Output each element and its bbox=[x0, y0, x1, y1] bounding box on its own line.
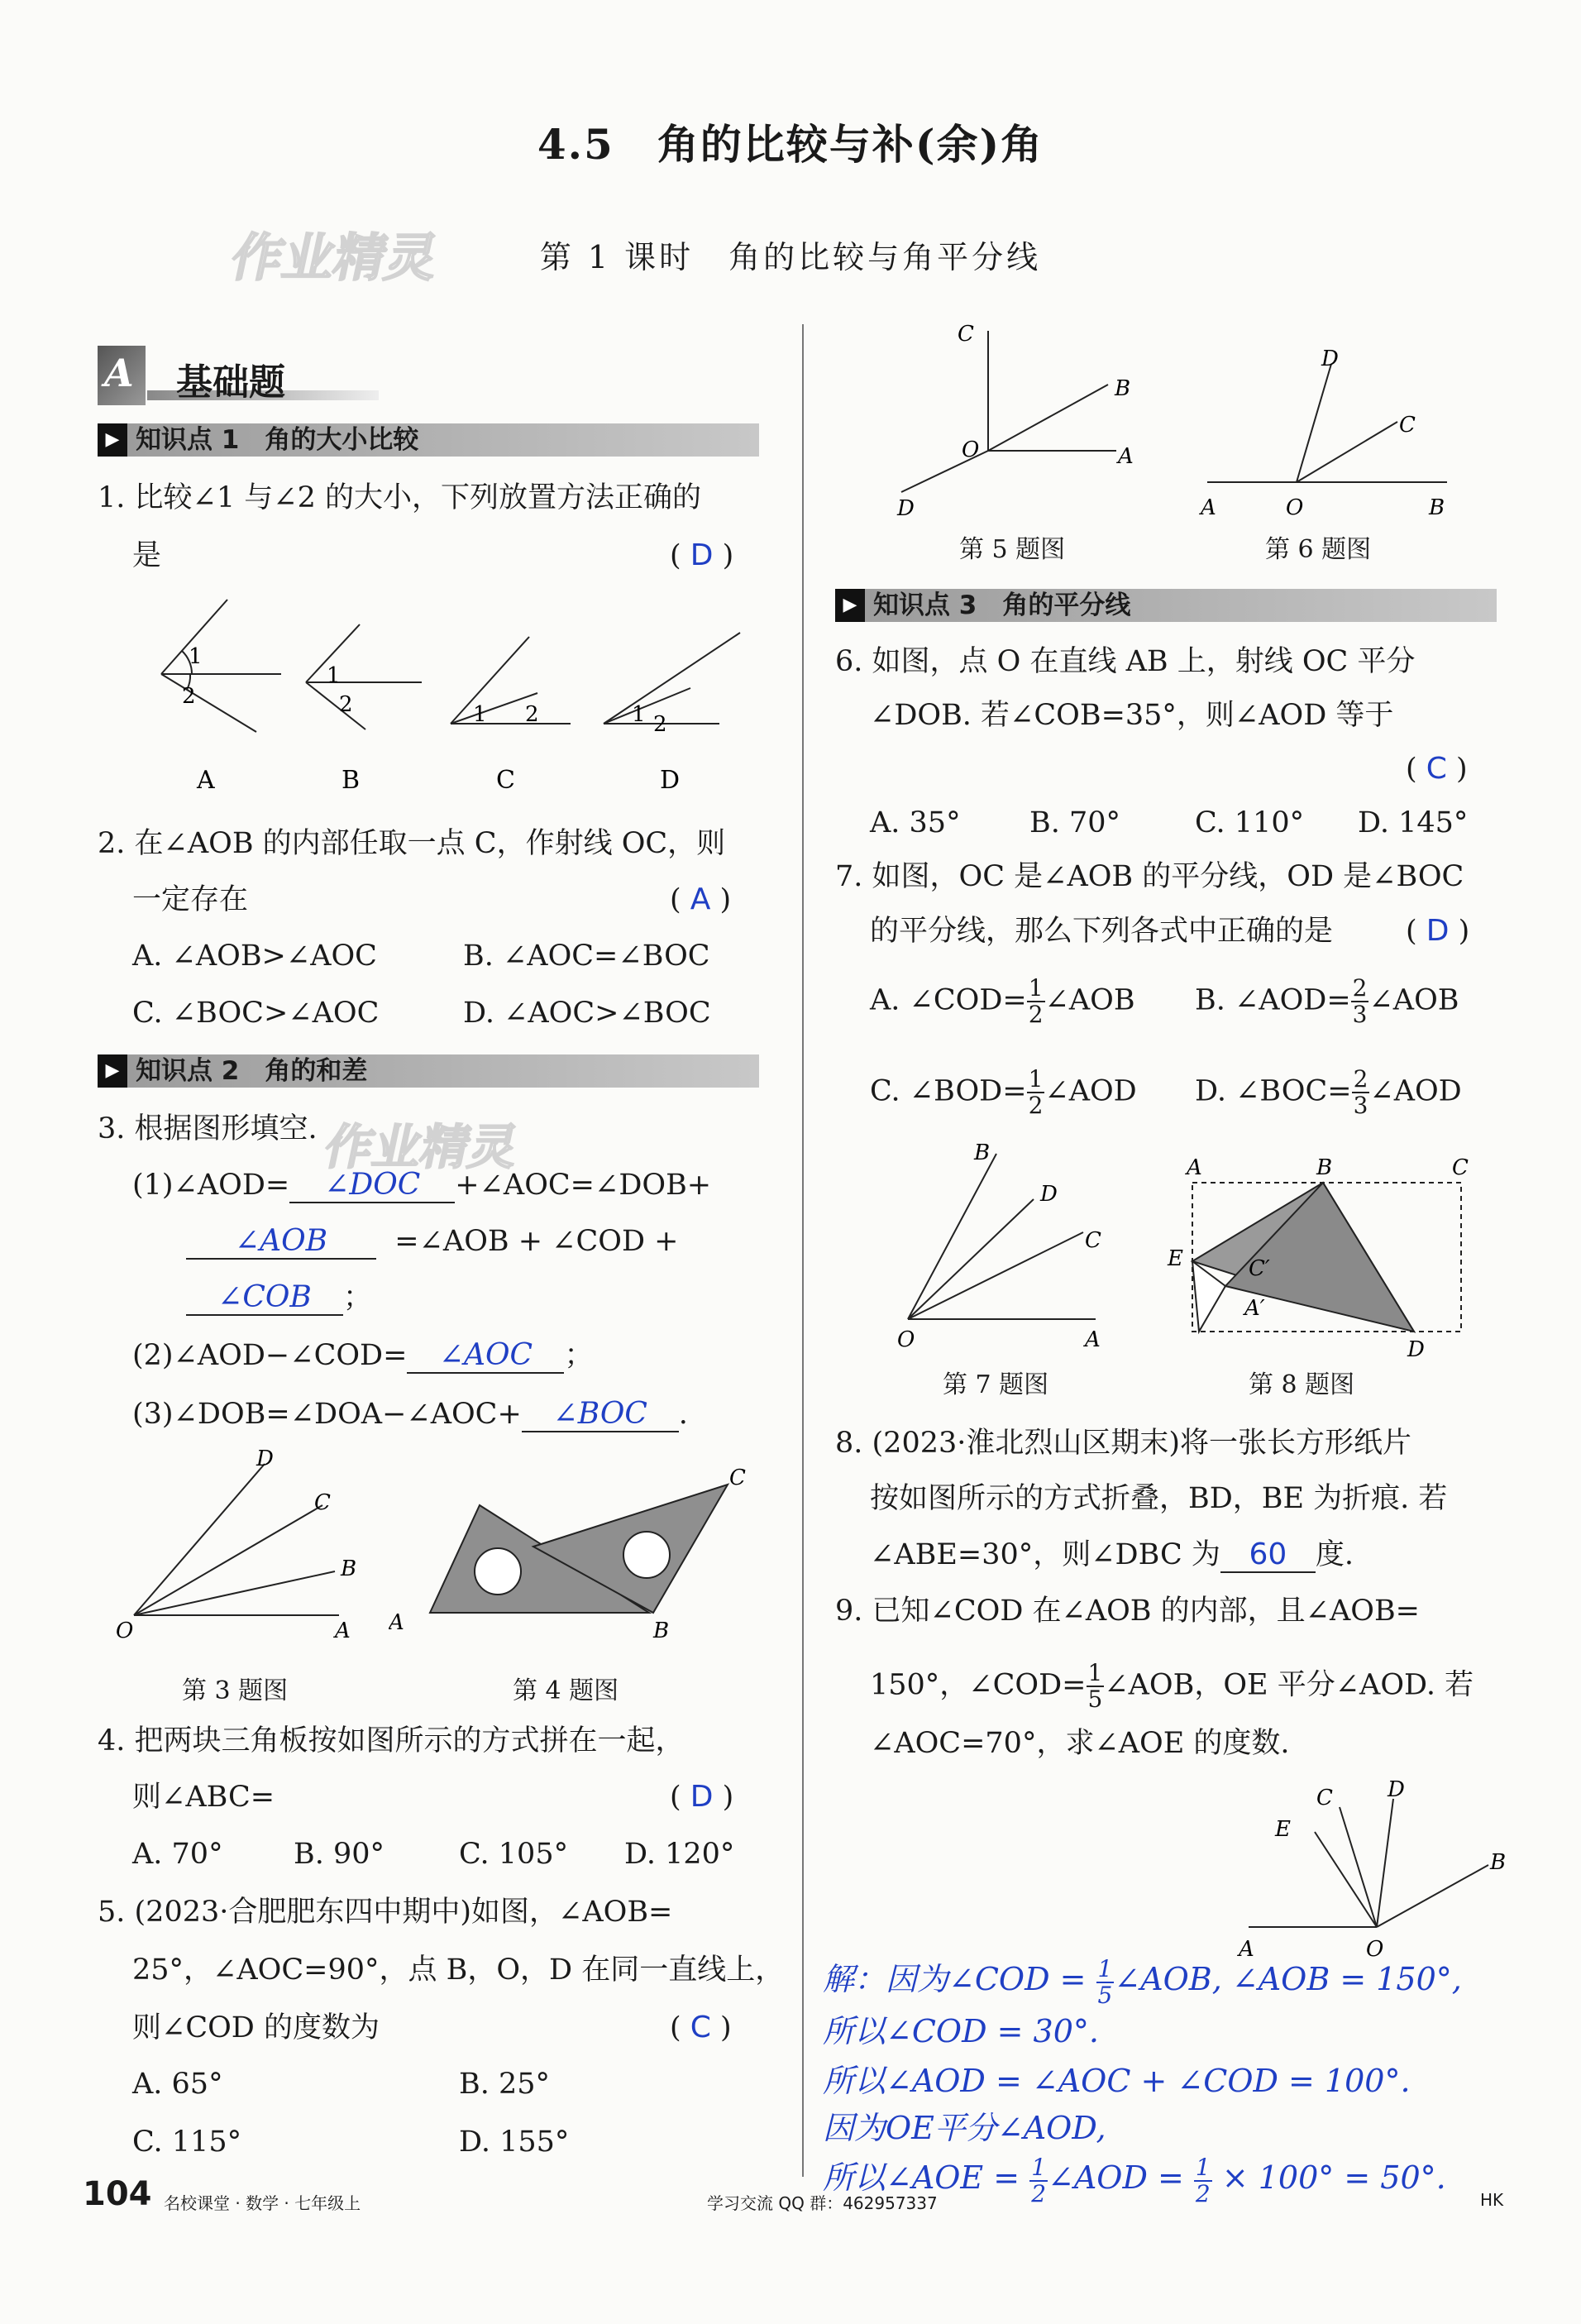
q1-angle2-c: 2 bbox=[525, 702, 539, 727]
q1-angle2-d: 2 bbox=[653, 712, 667, 737]
play-icon: ▶ bbox=[98, 1054, 127, 1088]
fig5-caption: 第 5 题图 bbox=[959, 535, 1066, 564]
q5-opt-d: D. 155° bbox=[459, 2126, 570, 2159]
q6-answer: ( C ) bbox=[1406, 752, 1468, 786]
q6-opt-c: C. 110° bbox=[1195, 806, 1305, 839]
q3-answer-2: ∠AOB bbox=[234, 1224, 328, 1258]
svg-text:A: A bbox=[1239, 1937, 1254, 1960]
watermark: 作业精灵 bbox=[226, 227, 444, 288]
svg-text:C: C bbox=[1452, 1155, 1469, 1180]
q2-opt-b: B. ∠AOC=∠BOC bbox=[463, 940, 710, 973]
play-icon: ▶ bbox=[835, 589, 865, 622]
footer-book: 名校课堂 · 数学 · 七年级上 bbox=[164, 2193, 361, 2213]
svg-text:D: D bbox=[256, 1447, 274, 1471]
svg-text:A: A bbox=[389, 1610, 404, 1635]
fig8-caption: 第 8 题图 bbox=[1249, 1370, 1355, 1399]
svg-text:C: C bbox=[729, 1466, 746, 1490]
page-number: 104 bbox=[83, 2175, 152, 2213]
q1-line2: 是 bbox=[132, 539, 162, 572]
q5-line2: 25°，∠AOC=90°，点 B，O，D 在同一直线上， bbox=[132, 1953, 785, 1987]
q7-line1: 7. 如图，OC 是∠AOB 的平分线，OD 是∠BOC bbox=[835, 860, 1464, 893]
q4-opt-b: B. 90° bbox=[294, 1838, 385, 1871]
q1-label-b: B bbox=[342, 766, 361, 794]
q6-opt-a: A. 35° bbox=[870, 806, 961, 839]
q3-part3: (3)∠DOB=∠DOA−∠AOC+ ∠BOC . bbox=[132, 1397, 688, 1431]
q4-opt-c: C. 105° bbox=[459, 1838, 569, 1871]
q6-opt-b: B. 70° bbox=[1029, 806, 1121, 839]
svg-text:O: O bbox=[897, 1327, 915, 1352]
svg-text:O: O bbox=[1366, 1937, 1384, 1960]
svg-text:E: E bbox=[1168, 1246, 1183, 1271]
svg-text:A: A bbox=[335, 1619, 351, 1643]
q5-line1: 5. (2023·合肥肥东四中期中)如图，∠AOB= bbox=[98, 1896, 673, 1929]
q3-part2: (2)∠AOD−∠COD= ∠AOC ； bbox=[132, 1338, 594, 1372]
svg-text:C: C bbox=[1316, 1786, 1333, 1810]
q3-part1: (1)∠AOD= ∠DOC +∠AOC=∠DOB+ bbox=[132, 1168, 712, 1202]
svg-text:A′: A′ bbox=[1244, 1296, 1265, 1321]
q2-opt-a: A. ∠AOB>∠AOC bbox=[132, 940, 377, 973]
q1-angle1-c: 1 bbox=[473, 702, 487, 727]
solution-line-5: 所以∠AOE = $\frac{1}{2}$ ∠AOD = $\frac{1}{2}$ × 100° = 50°. bbox=[823, 2153, 1446, 2207]
q3-answer-1: ∠DOC bbox=[324, 1168, 421, 1202]
watermark-mid: 作业精灵 bbox=[319, 1119, 524, 1175]
svg-text:D: D bbox=[1040, 1182, 1058, 1207]
fig7-caption: 第 7 题图 bbox=[943, 1370, 1049, 1399]
q3-answer-4: ∠AOC bbox=[438, 1338, 533, 1372]
q1-angle2-a: 2 bbox=[182, 684, 196, 709]
q3-answer-3: ∠COB bbox=[217, 1280, 312, 1314]
q6-line1: 6. 如图，点 O 在直线 AB 上，射线 OC 平分 bbox=[835, 645, 1416, 678]
q1-angle1-d: 1 bbox=[632, 702, 646, 727]
fig8-diagram bbox=[1158, 1150, 1480, 1365]
svg-text:C: C bbox=[1085, 1228, 1101, 1253]
q1-line1: 1. 比较∠1 与∠2 的大小，下列放置方法正确的 bbox=[98, 481, 701, 514]
q8-line3: ∠ABE=30°，则∠DBC 为 60 度. bbox=[870, 1537, 1354, 1571]
fig6-caption: 第 6 题图 bbox=[1265, 535, 1372, 564]
svg-text:A: A bbox=[1118, 444, 1134, 469]
q4-opt-a: A. 70° bbox=[132, 1838, 223, 1871]
q2-answer: ( A ) bbox=[670, 882, 732, 916]
svg-text:O: O bbox=[1286, 495, 1304, 520]
svg-text:C′: C′ bbox=[1249, 1256, 1270, 1281]
q4-line2: 则∠ABC= bbox=[132, 1781, 275, 1814]
svg-text:D: D bbox=[1388, 1777, 1405, 1802]
svg-text:B: B bbox=[341, 1557, 357, 1581]
lesson-subtitle: 第 1 课时 角的比较与角平分线 bbox=[539, 239, 1042, 275]
q3-part1b: ∠AOB =∠AOB + ∠COD + bbox=[186, 1225, 679, 1260]
q3-answer-5: ∠BOC bbox=[552, 1397, 647, 1431]
fig4-diagram bbox=[389, 1460, 769, 1650]
q6-line2: ∠DOB. 若∠COB=35°，则∠AOD 等于 bbox=[870, 699, 1394, 732]
q9-line2: 150°，∠COD= $\frac{1}{5}$ ∠AOB，OE 平分∠AOD. 若 bbox=[870, 1659, 1474, 1713]
svg-text:D: D bbox=[1407, 1337, 1425, 1362]
q1-fig-a bbox=[161, 600, 281, 732]
q1-figures bbox=[149, 587, 761, 794]
section-header bbox=[98, 346, 379, 405]
fig7-diagram bbox=[893, 1141, 1116, 1356]
q7-opt-c: C. ∠BOD= $\frac{1}{2}$ ∠AOD bbox=[870, 1065, 1137, 1119]
q1-label-d: D bbox=[660, 766, 681, 794]
knowledge-point-1: ▶ 知识点 1 角的大小比较 bbox=[98, 423, 759, 457]
svg-text:E: E bbox=[1275, 1817, 1291, 1842]
svg-text:O: O bbox=[116, 1619, 134, 1643]
q5-opt-c: C. 115° bbox=[132, 2126, 242, 2159]
section-label: 基础题 bbox=[176, 361, 285, 404]
svg-text:B: B bbox=[1316, 1155, 1333, 1180]
q7-opt-d: D. ∠BOC= $\frac{2}{3}$ ∠AOD bbox=[1195, 1065, 1462, 1119]
page-title: 4.5 角的比较与补(余)角 bbox=[537, 120, 1044, 169]
q1-angle2-b: 2 bbox=[339, 692, 353, 717]
svg-text:C: C bbox=[958, 322, 974, 347]
q1-fig-c bbox=[451, 637, 571, 724]
svg-text:A: A bbox=[1187, 1155, 1202, 1180]
svg-text:D: D bbox=[897, 496, 915, 521]
fig3-caption: 第 3 题图 bbox=[182, 1676, 289, 1705]
footer-code: HK bbox=[1480, 2190, 1504, 2210]
q8-line2: 按如图所示的方式折叠，BD，BE 为折痕. 若 bbox=[870, 1482, 1448, 1515]
svg-text:B: B bbox=[1115, 376, 1131, 401]
q2-opt-d: D. ∠AOC>∠BOC bbox=[463, 997, 711, 1030]
svg-text:B: B bbox=[1490, 1850, 1507, 1875]
q1-fig-d bbox=[604, 633, 740, 724]
q8-answer: 60 bbox=[1249, 1537, 1287, 1571]
q2-line1: 2. 在∠AOB 的内部任取一点 C，作射线 OC，则 bbox=[98, 827, 726, 860]
q8-line1: 8. (2023·淮北烈山区期末)将一张长方形纸片 bbox=[835, 1427, 1412, 1460]
q2-line2: 一定存在 bbox=[132, 883, 249, 916]
fig6-diagram bbox=[1191, 331, 1472, 521]
q5-opt-a: A. 65° bbox=[132, 2068, 223, 2101]
q5-opt-b: B. 25° bbox=[459, 2068, 551, 2101]
q7-opt-b: B. ∠AOD= $\frac{2}{3}$ ∠AOB bbox=[1195, 974, 1459, 1028]
q7-line2: 的平分线，那么下列各式中正确的是 bbox=[870, 915, 1334, 948]
section-badge: A bbox=[98, 346, 146, 405]
q5-answer: ( C ) bbox=[670, 2011, 732, 2044]
q4-opt-d: D. 120° bbox=[624, 1838, 735, 1871]
q4-answer: ( D ) bbox=[670, 1780, 734, 1814]
q7-answer: ( D ) bbox=[1406, 914, 1470, 948]
svg-text:A: A bbox=[1085, 1327, 1101, 1352]
svg-text:B: B bbox=[653, 1619, 670, 1643]
footer-qq: 学习交流 QQ 群：462957337 bbox=[707, 2193, 938, 2213]
fig4-caption: 第 4 题图 bbox=[513, 1676, 619, 1705]
q1-label-c: C bbox=[496, 766, 515, 794]
svg-text:O: O bbox=[962, 438, 980, 462]
q2-opt-c: C. ∠BOC>∠AOC bbox=[132, 997, 380, 1030]
fig3-diagram bbox=[116, 1447, 364, 1646]
q1-fig-b bbox=[306, 624, 422, 729]
q1-angle1-a: 1 bbox=[189, 644, 203, 669]
svg-text:B: B bbox=[1429, 495, 1445, 520]
play-icon: ▶ bbox=[98, 423, 127, 457]
q5-line3: 则∠COD 的度数为 bbox=[132, 2011, 380, 2044]
svg-text:C: C bbox=[1399, 413, 1416, 438]
q3-line1: 3. 根据图形填空. bbox=[98, 1112, 318, 1145]
solution-line-4: 因为OE平分∠AOD, bbox=[823, 2110, 1106, 2146]
q4-line1: 4. 把两块三角板按如图所示的方式拼在一起， bbox=[98, 1724, 685, 1757]
knowledge-point-2: ▶ 知识点 2 角的和差 bbox=[98, 1054, 759, 1088]
fig5-diagram bbox=[893, 314, 1158, 521]
svg-text:C: C bbox=[314, 1490, 331, 1515]
solution-line-2: 所以∠COD = 30°. bbox=[823, 2013, 1099, 2049]
svg-text:A: A bbox=[1201, 495, 1216, 520]
svg-text:B: B bbox=[974, 1141, 991, 1165]
q1-answer: ( D ) bbox=[670, 538, 734, 572]
q6-opt-d: D. 145° bbox=[1358, 806, 1469, 839]
svg-text:D: D bbox=[1321, 347, 1339, 371]
column-divider bbox=[802, 324, 804, 2177]
q1-angle1-b: 1 bbox=[327, 663, 341, 688]
q7-opt-a: A. ∠COD= $\frac{1}{2}$ ∠AOB bbox=[870, 974, 1135, 1028]
q1-label-a: A bbox=[197, 766, 215, 794]
knowledge-point-3: ▶ 知识点 3 角的平分线 bbox=[835, 589, 1497, 622]
solution-line-3: 所以∠AOD = ∠AOC + ∠COD = 100°. bbox=[823, 2063, 1411, 2099]
q9-line3: ∠AOC=70°，求∠AOE 的度数. bbox=[870, 1727, 1290, 1760]
fig9-diagram bbox=[1224, 1770, 1521, 1960]
q3-part1c: ∠COB ； bbox=[186, 1281, 372, 1316]
solution-line-1: 解：因为∠COD = $\frac{1}{5}$ ∠AOB, ∠AOB = 150°, bbox=[823, 1954, 1462, 2009]
q9-line1: 9. 已知∠COD 在∠AOB 的内部，且∠AOB= bbox=[835, 1595, 1420, 1628]
